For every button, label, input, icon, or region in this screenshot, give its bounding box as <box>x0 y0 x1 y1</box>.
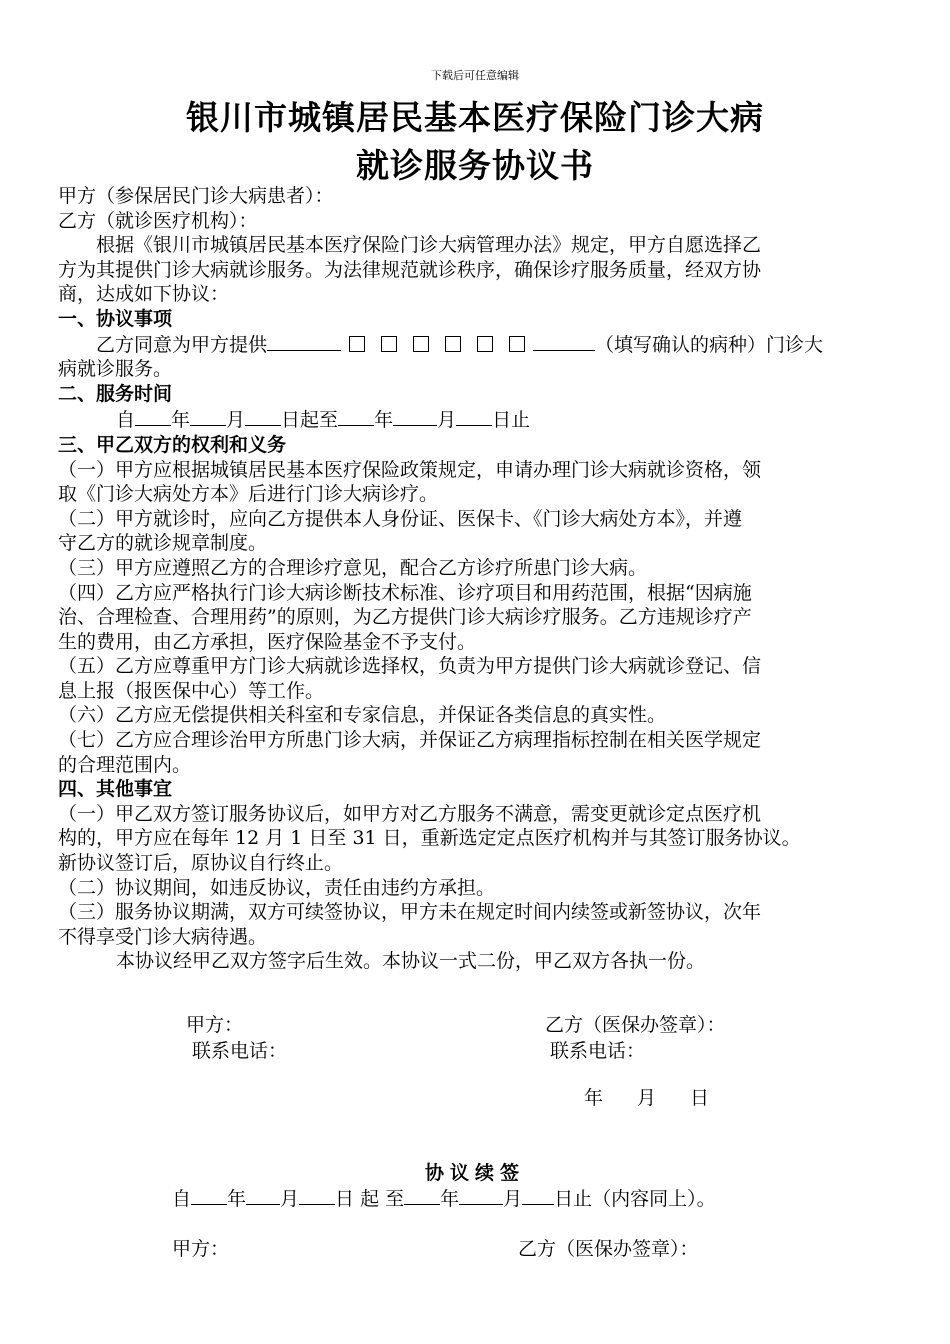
date-blank[interactable] <box>338 407 374 426</box>
month-text: 月 <box>437 409 457 432</box>
clause-line: 息上报（报医保中心）等工作。 <box>58 679 325 702</box>
month-text: 月 <box>503 1188 523 1210</box>
date-blank[interactable] <box>135 407 171 426</box>
date-blank[interactable] <box>393 407 437 426</box>
day-to-text: 日 起 至 <box>335 1188 405 1210</box>
intro-line: 商，达成如下协议： <box>58 283 230 306</box>
header-note: 下载后可任意编辑 <box>431 69 519 82</box>
checkbox[interactable] <box>445 336 461 352</box>
month-text: 月 <box>226 409 246 432</box>
date-blank[interactable] <box>456 407 492 426</box>
renewal-heading: 协议续签 <box>424 1162 525 1184</box>
section-4-items <box>58 802 898 950</box>
date-blank[interactable] <box>522 1186 554 1205</box>
intro-paragraph <box>58 233 898 307</box>
date-blank[interactable] <box>404 1186 440 1205</box>
disease-blank[interactable] <box>533 332 595 351</box>
clause-line: （一）甲乙双方签订服务协议后，如甲方对乙方服务不满意，需变更就诊定点医疗机 <box>58 802 762 825</box>
clause-line: 新协议签订后，原协议自行终止。 <box>58 852 344 875</box>
end-text: 日止（内容同上）。 <box>554 1188 716 1210</box>
from-text: 自 <box>172 1188 192 1210</box>
checkbox[interactable] <box>381 336 397 352</box>
s1-line-2: 病就诊服务。 <box>58 358 173 381</box>
signature-party-b-phone: 联系电话： <box>550 1040 646 1062</box>
clause-line: 的合理范围内。 <box>58 753 192 776</box>
intro-line: 方为其提供门诊大病就诊服务。为法律规范就诊秩序，确保诊疗服务质量，经双方协 <box>58 258 762 281</box>
year-text: 年 <box>374 409 394 432</box>
renewal-signature-party-a: 甲方： <box>172 1238 230 1260</box>
agreement-body <box>58 184 898 974</box>
party-b-line: 乙方（就诊医疗机构）： <box>58 209 258 232</box>
clause-line: （四）乙方应严格执行门诊大病诊断技术标准、诊疗项目和用药范围，根据“因病施 <box>58 581 752 604</box>
clause-line: 取《门诊大病处方本》后进行门诊大病诊疗。 <box>58 483 439 506</box>
sign-date <box>584 1083 709 1110</box>
document-title-line-1: 银川市城镇居民基本医疗保险门诊大病 <box>186 98 764 137</box>
signature-party-a-phone: 联系电话： <box>192 1040 288 1062</box>
s1-pre-text: 乙方同意为甲方提供 <box>96 333 268 356</box>
clause-line: （三）甲方应遵照乙方的合理诊疗意见，配合乙方诊疗所患门诊大病。 <box>58 556 648 579</box>
s1-post-text: （填写确认的病种）门诊大 <box>595 333 824 356</box>
date-year: 年 <box>584 1087 604 1109</box>
clause-line: 构的，甲方应在每年 12 月 1 日至 31 日，重新选定定点医疗机构并与其签订服务协议。 <box>58 827 801 850</box>
year-text: 年 <box>227 1188 247 1210</box>
date-blank[interactable] <box>299 1186 335 1205</box>
date-month: 月 <box>637 1087 657 1109</box>
end-text: 日止 <box>492 409 531 432</box>
renewal-signature-party-b: 乙方（医保办签章）： <box>518 1238 699 1260</box>
disease-blank[interactable] <box>267 332 341 351</box>
checkbox[interactable] <box>413 336 429 352</box>
clause-line: （三）服务协议期满，双方可续签协议，甲方未在规定时间内续签或新签协议，次年 <box>58 901 762 924</box>
clause-line: （一）甲方应根据城镇居民基本医疗保险政策规定，申请办理门诊大病就诊资格，领 <box>58 458 762 481</box>
document-title-line-2: 就诊服务协议书 <box>356 146 594 185</box>
section-2-heading: 二、服务时间 <box>58 382 173 405</box>
disease-selection-line <box>58 332 898 358</box>
clause-line: 守乙方的就诊规章制度。 <box>58 532 268 555</box>
signature-party-b: 乙方（医保办签章）： <box>545 1014 726 1036</box>
date-blank[interactable] <box>459 1186 503 1205</box>
clause-line: 治、合理检查、合理用药”的原则，为乙方提供门诊大病诊疗服务。乙方违规诊疗产 <box>58 606 752 629</box>
clause-line: 不得享受门诊大病待遇。 <box>58 925 268 948</box>
section-3-heading: 三、甲乙双方的权利和义务 <box>58 433 287 456</box>
checkbox[interactable] <box>509 336 525 352</box>
section-4-heading: 四、其他事宜 <box>58 778 173 801</box>
year-text: 年 <box>440 1188 460 1210</box>
year-text: 年 <box>171 409 191 432</box>
clause-line: （七）乙方应合理诊治甲方所患门诊大病，并保证乙方病理指标控制在相关医学规定 <box>58 729 762 752</box>
service-period-line <box>58 407 898 433</box>
effective-statement: 本协议经甲乙双方签字后生效。本协议一式二份，甲乙双方各执一份。 <box>116 950 706 973</box>
date-blank[interactable] <box>190 407 226 426</box>
party-a-line: 甲方（参保居民门诊大病患者）： <box>58 185 334 207</box>
section-1-heading: 一、协议事项 <box>58 307 173 330</box>
checkbox[interactable] <box>349 336 365 352</box>
date-blank[interactable] <box>191 1186 227 1205</box>
date-blank[interactable] <box>246 1186 280 1205</box>
clause-line: （二）协议期间，如违反协议，责任由违约方承担。 <box>58 876 496 899</box>
clause-line: （二）甲方就诊时，应向乙方提供本人身份证、医保卡、《门诊大病处方本》，并遵 <box>58 507 743 530</box>
from-text: 自 <box>116 409 136 432</box>
checkbox[interactable] <box>477 336 493 352</box>
signature-party-a: 甲方： <box>186 1014 244 1036</box>
month-text: 月 <box>280 1188 300 1210</box>
date-blank[interactable] <box>245 407 281 426</box>
clause-line: （六）乙方应无偿提供相关科室和专家信息，并保证各类信息的真实性。 <box>58 704 667 727</box>
clause-line: （五）乙方应尊重甲方门诊大病就诊选择权，负责为甲方提供门诊大病就诊登记、信 <box>58 655 762 678</box>
clause-line: 生的费用，由乙方承担，医疗保险基金不予支付。 <box>58 630 477 653</box>
renewal-period-line <box>172 1184 716 1211</box>
day-to-text: 日起至 <box>281 409 339 432</box>
intro-line: 根据《银川市城镇居民基本医疗保险门诊大病管理办法》规定，甲方自愿选择乙 <box>96 234 762 257</box>
date-day: 日 <box>690 1087 710 1109</box>
section-3-items <box>58 458 898 778</box>
